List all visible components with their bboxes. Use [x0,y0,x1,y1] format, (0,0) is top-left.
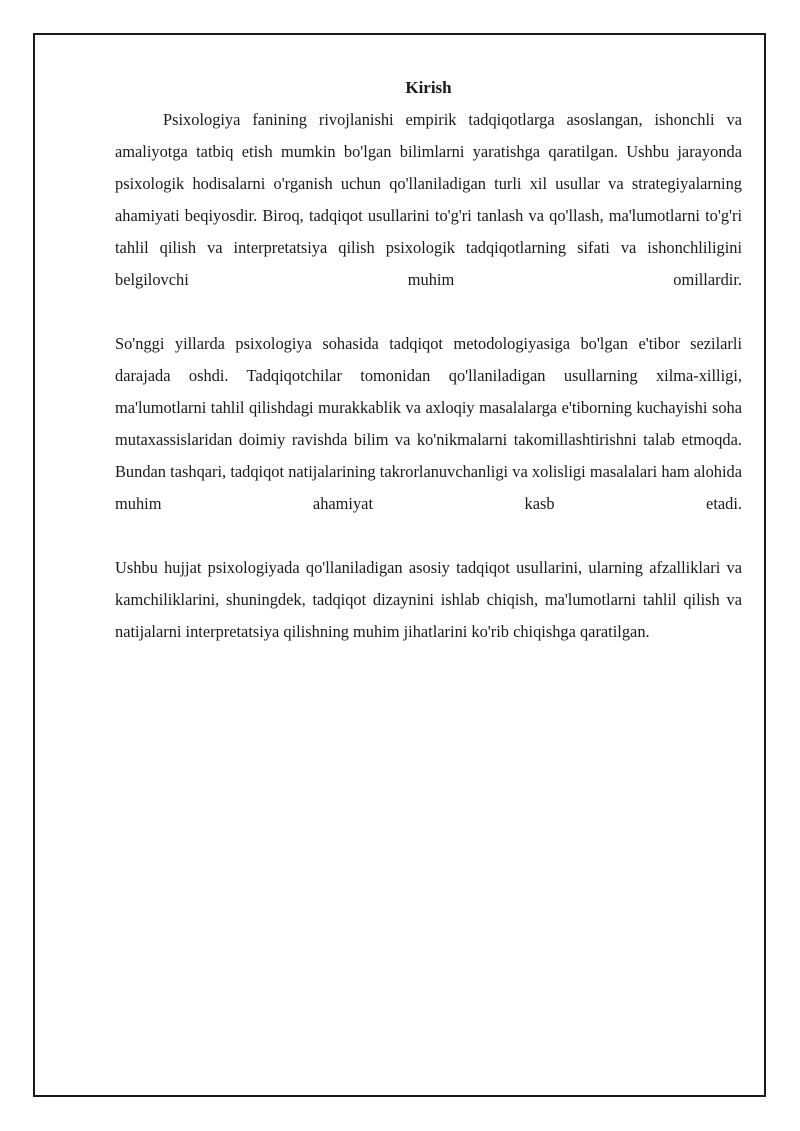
paragraph-2: So'nggi yillarda psixologiya sohasida tadqiqot metodologiyasiga bo'lgan e'tibor sezilarli darajada oshdi. Tadqiqotchilar tomonidan qo'llaniladigan usullarning xilma-xilligi, ma'lumotlarni tahlil qilishdagi murakkablik va axloqiy masalalarga e'tiborning kuchayishi soha mutaxassislaridan doimiy ravishda bilim va ko'nikmalarni takomillashtirishni talab etmoqda. Bundan tashqari, tadqiqot natijalarining takrorlanuvchanligi va xolisligi masalalari ham alohida muhim ahamiyat kasb etadi. [115,334,742,513]
paragraph-1: Psixologiya fanining rivojlanishi empirik tadqiqotlarga asoslangan, ishonchli va amaliyotga tatbiq etish mumkin bo'lgan bilimlarni yaratishga qaratilgan. Ushbu jarayonda psixologik hodisalarni o'rganish uchun qo'llaniladigan turli xil usullar va strategiyalarning ahamiyati beqiyosdir. Biroq, tadqiqot usullarini to'g'ri tanlash va qo'llash, ma'lumotlarni to'g'ri tahlil qilish va interpretatsiya qilish psixologik tadqiqotlarning sifati va ishonchliligini belgilovchi muhim omillardir. [115,110,742,289]
paragraph-gap [115,520,742,552]
document-title: Kirish [405,78,452,97]
paragraph-3: Ushbu hujjat psixologiyada qo'llaniladigan asosiy tadqiqot usullarini, ularning afzalliklari va kamchiliklarini, shuningdek, tadqiqot dizaynini ishlab chiqish, ma'lumotlarni tahlil qilish va natijalarni interpretatsiya qilishning muhim jihatlarini ko'rib chiqishga qaratilgan. [115,558,742,641]
paragraph-gap [115,296,742,328]
document-body [115,76,742,648]
